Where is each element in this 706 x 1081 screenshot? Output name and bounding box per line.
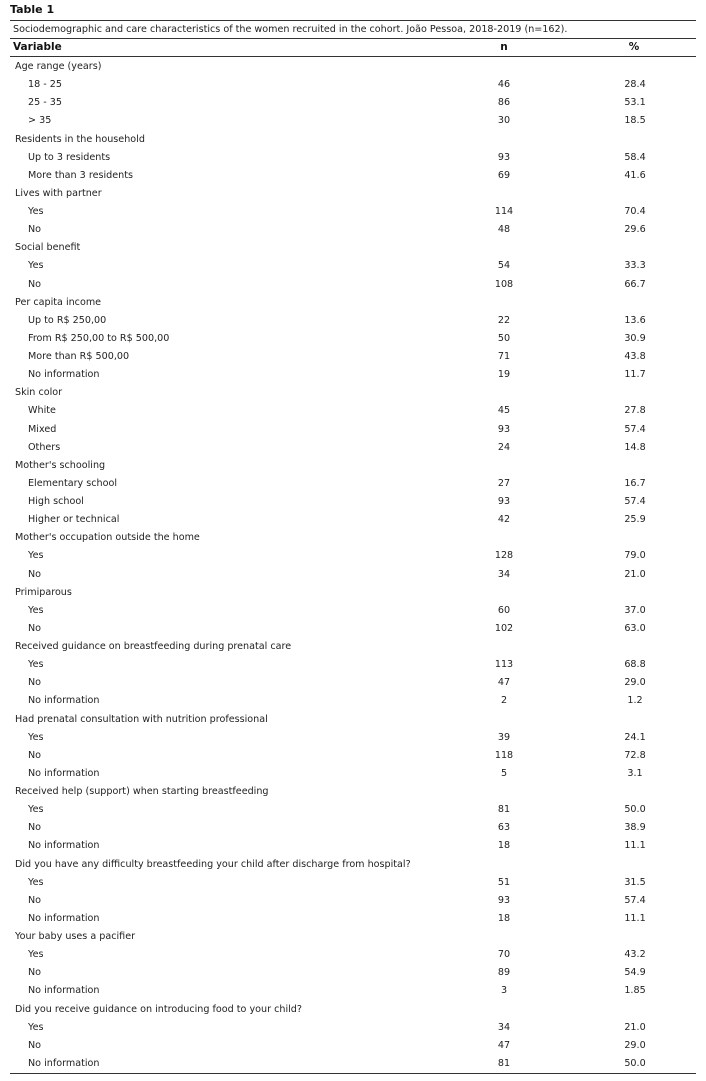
row-label: Yes: [28, 604, 44, 616]
table-row: [0, 76, 706, 94]
row-label: More than R$ 500,00: [28, 351, 130, 362]
group-row: [0, 58, 706, 76]
table-row: [0, 964, 706, 982]
table-row: [0, 602, 706, 620]
group-row: [0, 239, 706, 257]
row-percent: 43.2: [624, 949, 646, 961]
row-percent: 38.9: [624, 822, 646, 834]
row-n: 114: [494, 206, 514, 217]
header-n: n: [500, 41, 508, 53]
row-label: No: [28, 224, 42, 236]
row-n: 93: [497, 496, 511, 507]
group-label: Primiparous: [15, 586, 72, 598]
row-label: Yes: [28, 659, 44, 671]
table-row: [0, 892, 706, 910]
row-label: No information: [28, 369, 100, 381]
group-label: Your baby uses a pacifier: [15, 931, 136, 942]
group-row: [0, 1001, 706, 1019]
table-row: [0, 620, 706, 638]
row-label: No: [28, 749, 42, 761]
group-row: [0, 131, 706, 149]
header-rule: [10, 56, 696, 57]
row-percent: 68.8: [624, 659, 646, 671]
row-label: No: [28, 622, 42, 634]
row-percent: 63.0: [624, 622, 646, 634]
row-n: 50: [497, 332, 511, 344]
row-label: No: [28, 677, 42, 689]
table-row: [0, 366, 706, 384]
table-row: [0, 982, 706, 1000]
row-n: 93: [497, 423, 511, 435]
row-percent: 25.9: [624, 514, 646, 526]
row-label: No: [28, 967, 42, 979]
row-label: Others: [28, 441, 61, 453]
table-row: [0, 348, 706, 366]
table-row: [0, 656, 706, 674]
row-percent: 14.8: [624, 441, 646, 453]
row-label: 25 - 35: [28, 97, 62, 109]
table-row: [0, 402, 706, 420]
table-row: [0, 493, 706, 511]
row-n: 51: [497, 876, 511, 888]
table-row: [0, 765, 706, 783]
row-label: No: [28, 822, 42, 834]
group-label: Received help (support) when starting breastfeeding: [15, 786, 269, 797]
table-row: [0, 910, 706, 928]
table-header: [0, 41, 706, 55]
row-percent: 79.0: [624, 550, 646, 562]
row-n: 27: [497, 477, 511, 489]
row-label: Yes: [28, 260, 44, 272]
row-percent: 58.4: [624, 151, 646, 163]
table-row: [0, 1019, 706, 1037]
row-label: No information: [28, 985, 100, 997]
group-row: [0, 529, 706, 547]
group-label: Lives with partner: [15, 187, 102, 199]
row-n: 34: [497, 568, 511, 580]
group-row: [0, 384, 706, 402]
row-label: Yes: [28, 1021, 44, 1033]
row-n: 108: [494, 278, 514, 290]
row-label: No information: [28, 767, 100, 779]
group-row: [0, 711, 706, 729]
table-row: [0, 1037, 706, 1055]
row-label: > 35: [28, 115, 52, 127]
table-row: [0, 946, 706, 964]
row-percent: 41.6: [624, 169, 646, 181]
row-n: 71: [497, 351, 511, 362]
row-percent: 18.5: [624, 115, 646, 127]
table-row: [0, 330, 706, 348]
group-label: Did you receive guidance on introducing food to your child?: [15, 1003, 302, 1015]
table-row: [0, 547, 706, 565]
table-row: [0, 801, 706, 819]
row-percent: 11.7: [624, 369, 646, 381]
row-percent: 27.8: [624, 405, 646, 417]
table-row: [0, 312, 706, 330]
row-percent: 72.8: [624, 749, 646, 761]
row-percent: 37.0: [624, 604, 646, 616]
row-percent: 1.85: [624, 985, 646, 997]
row-n: 89: [497, 967, 511, 979]
row-percent: 16.7: [624, 477, 646, 489]
group-row: [0, 294, 706, 312]
row-label: No: [28, 1039, 42, 1051]
row-n: 118: [494, 749, 514, 761]
row-label: No information: [28, 840, 100, 852]
row-n: 45: [497, 405, 511, 417]
row-label: No: [28, 894, 42, 906]
row-label: Yes: [28, 949, 44, 961]
row-label: High school: [28, 496, 84, 507]
row-n: 24: [497, 441, 511, 453]
row-label: White: [28, 405, 56, 417]
row-n: 48: [497, 224, 511, 236]
group-label: Received guidance on breastfeeding during prenatal care: [15, 641, 292, 652]
row-label: No: [28, 278, 42, 290]
row-label: From R$ 250,00 to R$ 500,00: [28, 332, 170, 344]
caption-rule: [10, 38, 696, 39]
table-label: Table 1: [10, 3, 55, 16]
row-percent: 29.0: [624, 1039, 646, 1051]
row-label: Elementary school: [28, 477, 118, 489]
row-percent: 13.6: [624, 314, 646, 326]
table-row: [0, 837, 706, 855]
header-percent: %: [628, 41, 640, 53]
table-row: [0, 149, 706, 167]
row-percent: 11.1: [624, 912, 646, 924]
row-n: 47: [497, 677, 511, 689]
group-row: [0, 457, 706, 475]
table-row: [0, 203, 706, 221]
table-row: [0, 167, 706, 185]
row-n: 30: [497, 115, 511, 127]
row-percent: 11.1: [624, 840, 646, 852]
row-label: No information: [28, 695, 100, 707]
row-label: Mixed: [28, 423, 57, 435]
table-row: [0, 421, 706, 439]
row-n: 81: [497, 804, 511, 816]
row-percent: 43.8: [624, 351, 646, 362]
group-row: [0, 783, 706, 801]
row-n: 60: [497, 604, 511, 616]
row-label: Yes: [28, 206, 44, 217]
row-percent: 30.9: [624, 332, 646, 344]
row-label: No: [28, 568, 42, 580]
table-row: [0, 475, 706, 493]
table-row: [0, 747, 706, 765]
bottom-rule: [10, 1073, 696, 1074]
row-label: Up to R$ 250,00: [28, 314, 107, 326]
row-n: 70: [497, 949, 511, 961]
row-label: Yes: [28, 731, 44, 743]
row-percent: 57.4: [624, 423, 646, 435]
table-row: [0, 511, 706, 529]
table-row: [0, 566, 706, 584]
group-label: Mother's schooling: [15, 459, 106, 471]
row-n: 19: [497, 369, 511, 381]
table-row: [0, 221, 706, 239]
table-row: [0, 257, 706, 275]
table-row: [0, 112, 706, 130]
row-percent: 57.4: [624, 496, 646, 507]
group-row: [0, 856, 706, 874]
row-n: 113: [494, 659, 514, 671]
row-label: 18 - 25: [28, 79, 62, 91]
row-label: No information: [28, 912, 100, 924]
table-row: [0, 1055, 706, 1073]
group-row: [0, 638, 706, 656]
table-row: [0, 276, 706, 294]
row-label: Yes: [28, 876, 44, 888]
group-row: [0, 584, 706, 602]
table-row: [0, 439, 706, 457]
row-n: 54: [497, 260, 511, 272]
row-percent: 24.1: [624, 731, 646, 743]
row-n: 86: [497, 97, 511, 109]
group-label: Had prenatal consultation with nutrition professional: [15, 713, 268, 725]
row-n: 18: [497, 912, 511, 924]
row-percent: 3.1: [627, 767, 643, 779]
table-row: [0, 692, 706, 710]
row-label: Up to 3 residents: [28, 151, 111, 163]
row-percent: 28.4: [624, 79, 646, 91]
row-percent: 1.2: [627, 695, 643, 707]
row-label: No information: [28, 1057, 100, 1069]
table-body: [0, 58, 706, 1073]
row-label: Yes: [28, 804, 44, 816]
row-n: 3: [500, 985, 508, 997]
table-row: [0, 819, 706, 837]
row-percent: 53.1: [624, 97, 646, 109]
group-label: Per capita income: [15, 296, 102, 308]
row-n: 93: [497, 894, 511, 906]
group-row: [0, 185, 706, 203]
row-percent: 31.5: [624, 876, 646, 888]
row-n: 81: [497, 1057, 511, 1069]
row-percent: 70.4: [624, 206, 646, 217]
row-n: 5: [500, 767, 508, 779]
top-rule: [10, 20, 696, 21]
row-n: 47: [497, 1039, 511, 1051]
row-percent: 29.0: [624, 677, 646, 689]
row-n: 2: [500, 695, 508, 707]
group-label: Age range (years): [15, 61, 102, 72]
row-n: 18: [497, 840, 511, 852]
table-row: [0, 674, 706, 692]
row-n: 39: [497, 731, 511, 743]
group-label: Mother's occupation outside the home: [15, 532, 200, 544]
row-n: 42: [497, 514, 511, 526]
row-n: 63: [497, 822, 511, 834]
table-row: [0, 874, 706, 892]
row-percent: 21.0: [624, 568, 646, 580]
row-label: More than 3 residents: [28, 169, 133, 181]
row-percent: 50.0: [624, 1057, 646, 1069]
row-percent: 21.0: [624, 1021, 646, 1033]
row-percent: 54.9: [624, 967, 646, 979]
header-variable: Variable: [13, 41, 62, 53]
group-label: Residents in the household: [15, 133, 145, 145]
row-percent: 29.6: [624, 224, 646, 236]
row-n: 22: [497, 314, 511, 326]
group-row: [0, 928, 706, 946]
group-label: Social benefit: [15, 242, 81, 254]
row-percent: 66.7: [624, 278, 646, 290]
row-percent: 57.4: [624, 894, 646, 906]
group-label: Skin color: [15, 387, 63, 399]
row-n: 128: [494, 550, 514, 562]
row-n: 46: [497, 79, 511, 91]
row-n: 69: [497, 169, 511, 181]
table-caption: Sociodemographic and care characteristics of the women recruited in the cohort. João Pessoa, 2018-2019 (n=162).: [13, 24, 568, 35]
row-n: 93: [497, 151, 511, 163]
group-label: Did you have any difficulty breastfeeding your child after discharge from hospital?: [15, 858, 411, 870]
row-label: Yes: [28, 550, 44, 562]
row-percent: 50.0: [624, 804, 646, 816]
row-label: Higher or technical: [28, 514, 120, 526]
row-n: 102: [494, 622, 514, 634]
row-percent: 33.3: [624, 260, 646, 272]
row-n: 34: [497, 1021, 511, 1033]
table-row: [0, 94, 706, 112]
table-row: [0, 729, 706, 747]
